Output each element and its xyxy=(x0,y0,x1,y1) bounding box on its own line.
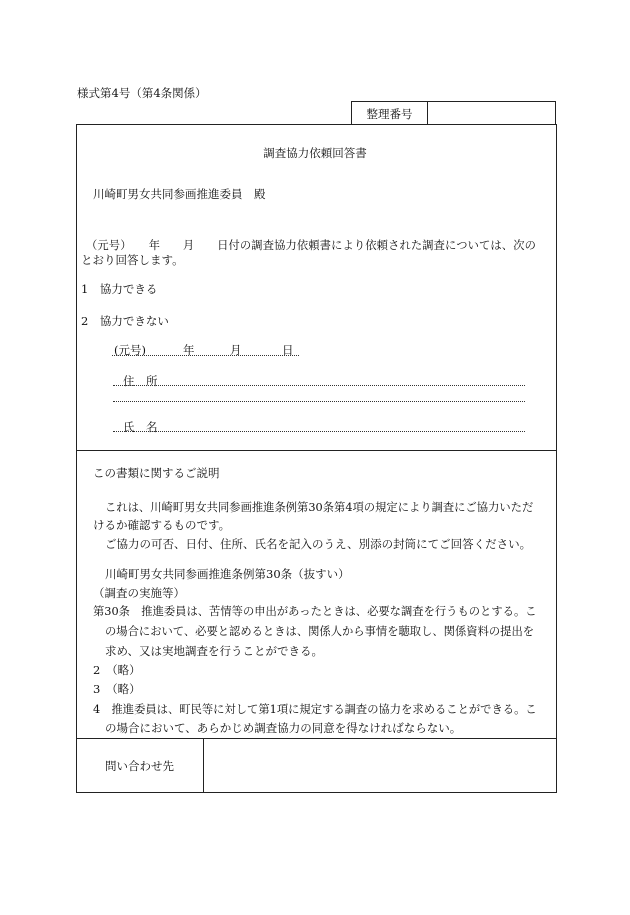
article30-line3: 求め、又は実地調査を行うことができる。 xyxy=(105,644,324,658)
address-label: 住 所 xyxy=(123,374,158,388)
explanation-paragraph1-line2: けるか確認するものです。 xyxy=(93,518,231,532)
article30-line2: の場合において、必要と認めるときは、関係人から事情を聴取し、関係資料の提出を xyxy=(105,625,535,638)
intro-text-line1: （元号） 年 月 日付の調査協力依頼書により依頼された調査については、次の xyxy=(86,239,537,252)
date-month-label: 月 xyxy=(230,343,242,357)
address-fill-line-2[interactable] xyxy=(113,401,525,402)
clause-4-line2: の場合において、あらかじめ調査協力の同意を得なければならない。 xyxy=(105,721,462,735)
address-fill-line-1[interactable] xyxy=(113,385,525,386)
date-day-label: 日 xyxy=(282,343,294,357)
intro-text-line2: とおり回答します。 xyxy=(81,253,184,267)
article30-line1: 第30条 推進委員は、苦情等の申出があったときは、必要な調査を行うものとする。こ xyxy=(93,605,537,618)
date-era: (元号) xyxy=(114,343,146,357)
explanation-paragraph2: ご協力の可否、日付、住所、氏名を記入のうえ、別添の封筒にてご回答ください。 xyxy=(105,537,532,551)
option-cannot-cooperate[interactable]: 2 協力できない xyxy=(81,314,169,328)
ordinance-title: 川崎町男女共同参画推進条例第30条（抜すい） xyxy=(105,567,350,581)
registration-number-field[interactable] xyxy=(428,102,555,125)
option-can-cooperate[interactable]: 1 協力できる xyxy=(81,282,158,296)
form-number: 様式第4号（第4条関係） xyxy=(77,86,207,100)
name-fill-line[interactable] xyxy=(113,431,525,432)
document-title: 調査協力依頼回答書 xyxy=(263,146,367,160)
clause-4-line1: 4 推進委員は、町民等に対して第1項に規定する調査の協力を求めることができる。こ xyxy=(93,703,537,716)
registration-number-label: 整理番号 xyxy=(352,102,428,125)
clause-3: 3 （略） xyxy=(93,682,141,696)
explanation-heading: この書類に関するご説明 xyxy=(93,466,220,480)
clause-2: 2 （略） xyxy=(93,663,141,677)
name-label: 氏 名 xyxy=(123,420,158,434)
contact-field[interactable] xyxy=(205,739,555,792)
answer-form-table xyxy=(76,124,557,793)
addressee: 川崎町男女共同参画推進委員 殿 xyxy=(93,187,266,201)
date-year-label: 年 xyxy=(183,343,195,357)
contact-label: 問い合わせ先 xyxy=(76,738,204,793)
article-caption: （調査の実施等） xyxy=(93,586,185,600)
section-divider xyxy=(76,450,557,451)
registration-number-box xyxy=(351,101,556,125)
explanation-paragraph1-line1: これは、川崎町男女共同参画推進条例第30条第4項の規定により調査にご協力いただ xyxy=(105,501,534,514)
date-fill-line[interactable] xyxy=(112,355,299,356)
